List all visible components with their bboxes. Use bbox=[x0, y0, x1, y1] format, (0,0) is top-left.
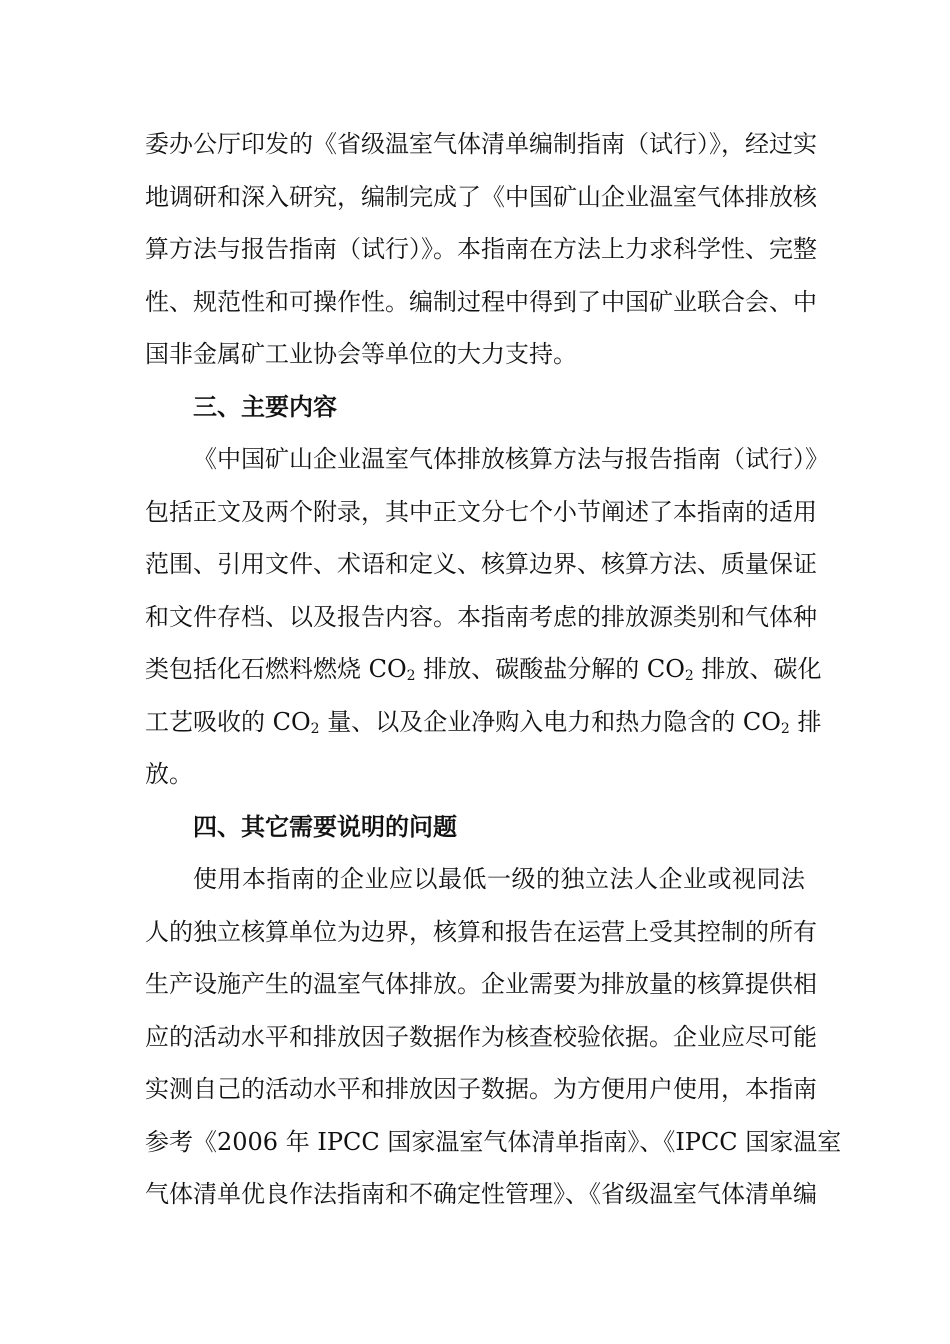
text-run: 排放、碳酸盐分解的 CO bbox=[415, 655, 685, 683]
subscript: 2 bbox=[684, 668, 694, 684]
text-line: 《中国矿山企业温室气体排放核算方法与报告指南（试行）》 bbox=[193, 445, 829, 473]
subscript: 2 bbox=[406, 668, 416, 684]
section-heading-main-content: 三、主要内容 bbox=[193, 392, 337, 421]
text-line: 范围、引用文件、术语和定义、核算边界、核算方法、质量保证 bbox=[145, 550, 817, 578]
text-line: 使用本指南的企业应以最低一级的独立法人企业或视同法 bbox=[193, 865, 805, 893]
text-run: 排 bbox=[789, 707, 822, 736]
text-line: 算方法与报告指南（试行）》。本指南在方法上力求科学性、完整 bbox=[145, 235, 817, 263]
text-line bbox=[145, 643, 822, 696]
paragraph-other-notes bbox=[145, 853, 842, 1221]
text-run: 量、以及企业净购入电力和热力隐含的 CO bbox=[319, 707, 781, 736]
text-line: 委办公厅印发的《省级温室气体清单编制指南（试行）》，经过实 bbox=[145, 130, 817, 158]
text-line: 性、规范性和可操作性。编制过程中得到了中国矿业联合会、中 bbox=[145, 287, 817, 316]
text-line: 生产设施产生的温室气体排放。企业需要为排放量的核算提供相 bbox=[145, 970, 817, 998]
paragraph-intro bbox=[145, 118, 817, 381]
text-line: 气体清单优良作法指南和不确定性管理》、《省级温室气体清单编 bbox=[145, 1180, 817, 1208]
text-line: 放。 bbox=[145, 760, 193, 788]
text-run: 类包括化石燃料燃烧 CO bbox=[145, 655, 407, 683]
subscript: 2 bbox=[310, 720, 320, 737]
text-run: 工艺吸收的 CO bbox=[145, 707, 311, 736]
text-line: 实测自己的活动水平和排放因子数据。为方便用户使用，本指南 bbox=[145, 1075, 817, 1103]
document-page bbox=[145, 118, 842, 1221]
subscript: 2 bbox=[780, 720, 790, 737]
text-line: 应的活动水平和排放因子数据作为核查校验依据。企业应尽可能 bbox=[145, 1022, 817, 1051]
text-line: 参考《2006 年 IPCC 国家温室气体清单指南》、《IPCC 国家温室 bbox=[145, 1127, 842, 1156]
text-line: 地调研和深入研究，编制完成了《中国矿山企业温室气体排放核 bbox=[145, 182, 817, 211]
text-line bbox=[145, 696, 822, 749]
text-run: 排放、碳化 bbox=[693, 655, 822, 683]
text-line: 包括正文及两个附录，其中正文分七个小节阐述了本指南的适用 bbox=[145, 497, 817, 526]
text-line: 国非金属矿工业协会等单位的大力支持。 bbox=[145, 340, 577, 368]
paragraph-main-content bbox=[145, 433, 829, 801]
text-line: 和文件存档、以及报告内容。本指南考虑的排放源类别和气体种 bbox=[145, 602, 817, 631]
text-line: 人的独立核算单位为边界，核算和报告在运营上受其控制的所有 bbox=[145, 917, 817, 946]
section-heading-other-notes: 四、其它需要说明的问题 bbox=[193, 812, 457, 841]
